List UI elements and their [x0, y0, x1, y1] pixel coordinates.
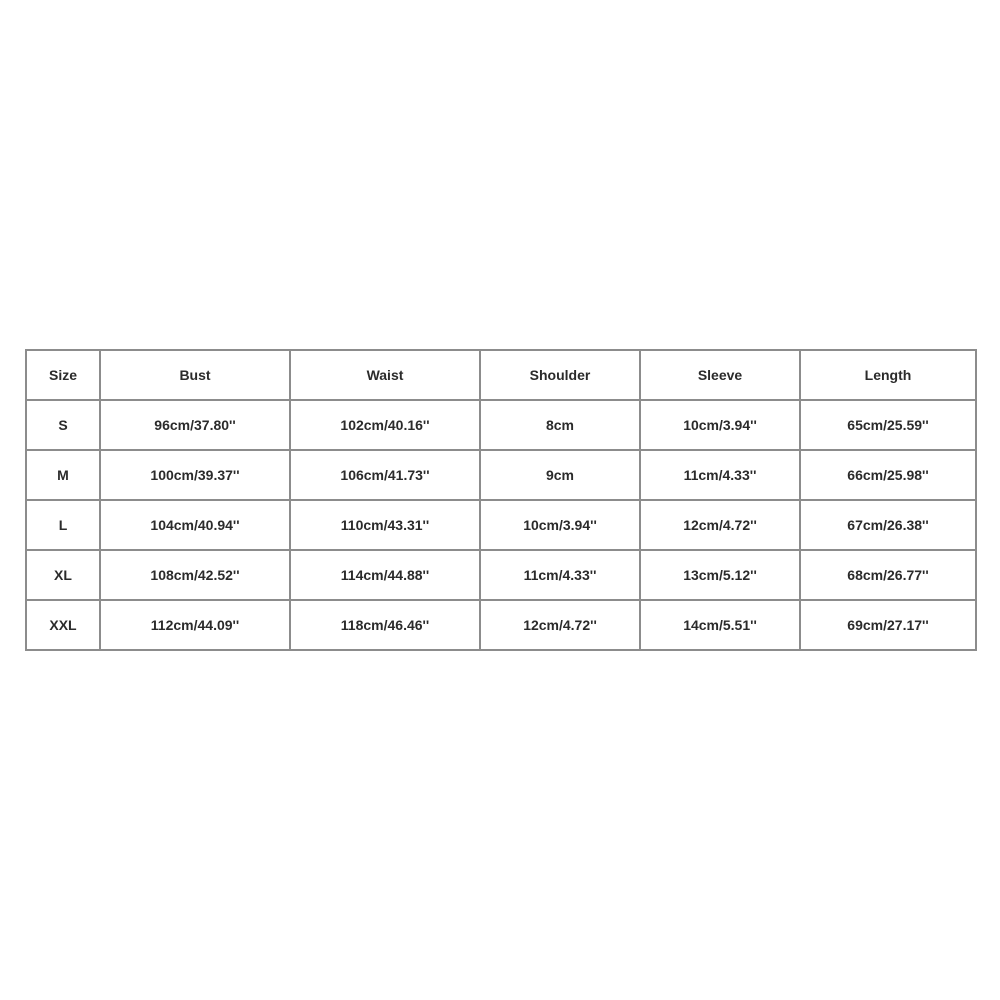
cell-size: L — [26, 500, 100, 550]
header-size: Size — [26, 350, 100, 400]
cell-waist: 102cm/40.16'' — [290, 400, 480, 450]
cell-length: 67cm/26.38'' — [800, 500, 976, 550]
header-length: Length — [800, 350, 976, 400]
table-row — [26, 550, 976, 600]
cell-sleeve: 14cm/5.51'' — [640, 600, 800, 650]
cell-waist: 106cm/41.73'' — [290, 450, 480, 500]
header-sleeve: Sleeve — [640, 350, 800, 400]
cell-size: M — [26, 450, 100, 500]
cell-shoulder: 11cm/4.33'' — [480, 550, 640, 600]
cell-length: 66cm/25.98'' — [800, 450, 976, 500]
cell-sleeve: 13cm/5.12'' — [640, 550, 800, 600]
cell-waist: 110cm/43.31'' — [290, 500, 480, 550]
cell-waist: 118cm/46.46'' — [290, 600, 480, 650]
header-shoulder: Shoulder — [480, 350, 640, 400]
size-chart-table — [25, 349, 977, 651]
header-waist: Waist — [290, 350, 480, 400]
cell-shoulder: 12cm/4.72'' — [480, 600, 640, 650]
cell-shoulder: 10cm/3.94'' — [480, 500, 640, 550]
cell-sleeve: 12cm/4.72'' — [640, 500, 800, 550]
cell-size: S — [26, 400, 100, 450]
header-bust: Bust — [100, 350, 290, 400]
cell-sleeve: 11cm/4.33'' — [640, 450, 800, 500]
table-row — [26, 500, 976, 550]
cell-bust: 100cm/39.37'' — [100, 450, 290, 500]
cell-bust: 104cm/40.94'' — [100, 500, 290, 550]
cell-length: 68cm/26.77'' — [800, 550, 976, 600]
cell-shoulder: 8cm — [480, 400, 640, 450]
cell-shoulder: 9cm — [480, 450, 640, 500]
table-row — [26, 400, 976, 450]
cell-size: XL — [26, 550, 100, 600]
cell-bust: 96cm/37.80'' — [100, 400, 290, 450]
cell-length: 65cm/25.59'' — [800, 400, 976, 450]
header-row — [26, 350, 976, 400]
cell-length: 69cm/27.17'' — [800, 600, 976, 650]
cell-waist: 114cm/44.88'' — [290, 550, 480, 600]
cell-bust: 112cm/44.09'' — [100, 600, 290, 650]
cell-size: XXL — [26, 600, 100, 650]
cell-sleeve: 10cm/3.94'' — [640, 400, 800, 450]
table-row — [26, 450, 976, 500]
cell-bust: 108cm/42.52'' — [100, 550, 290, 600]
table-row — [26, 600, 976, 650]
